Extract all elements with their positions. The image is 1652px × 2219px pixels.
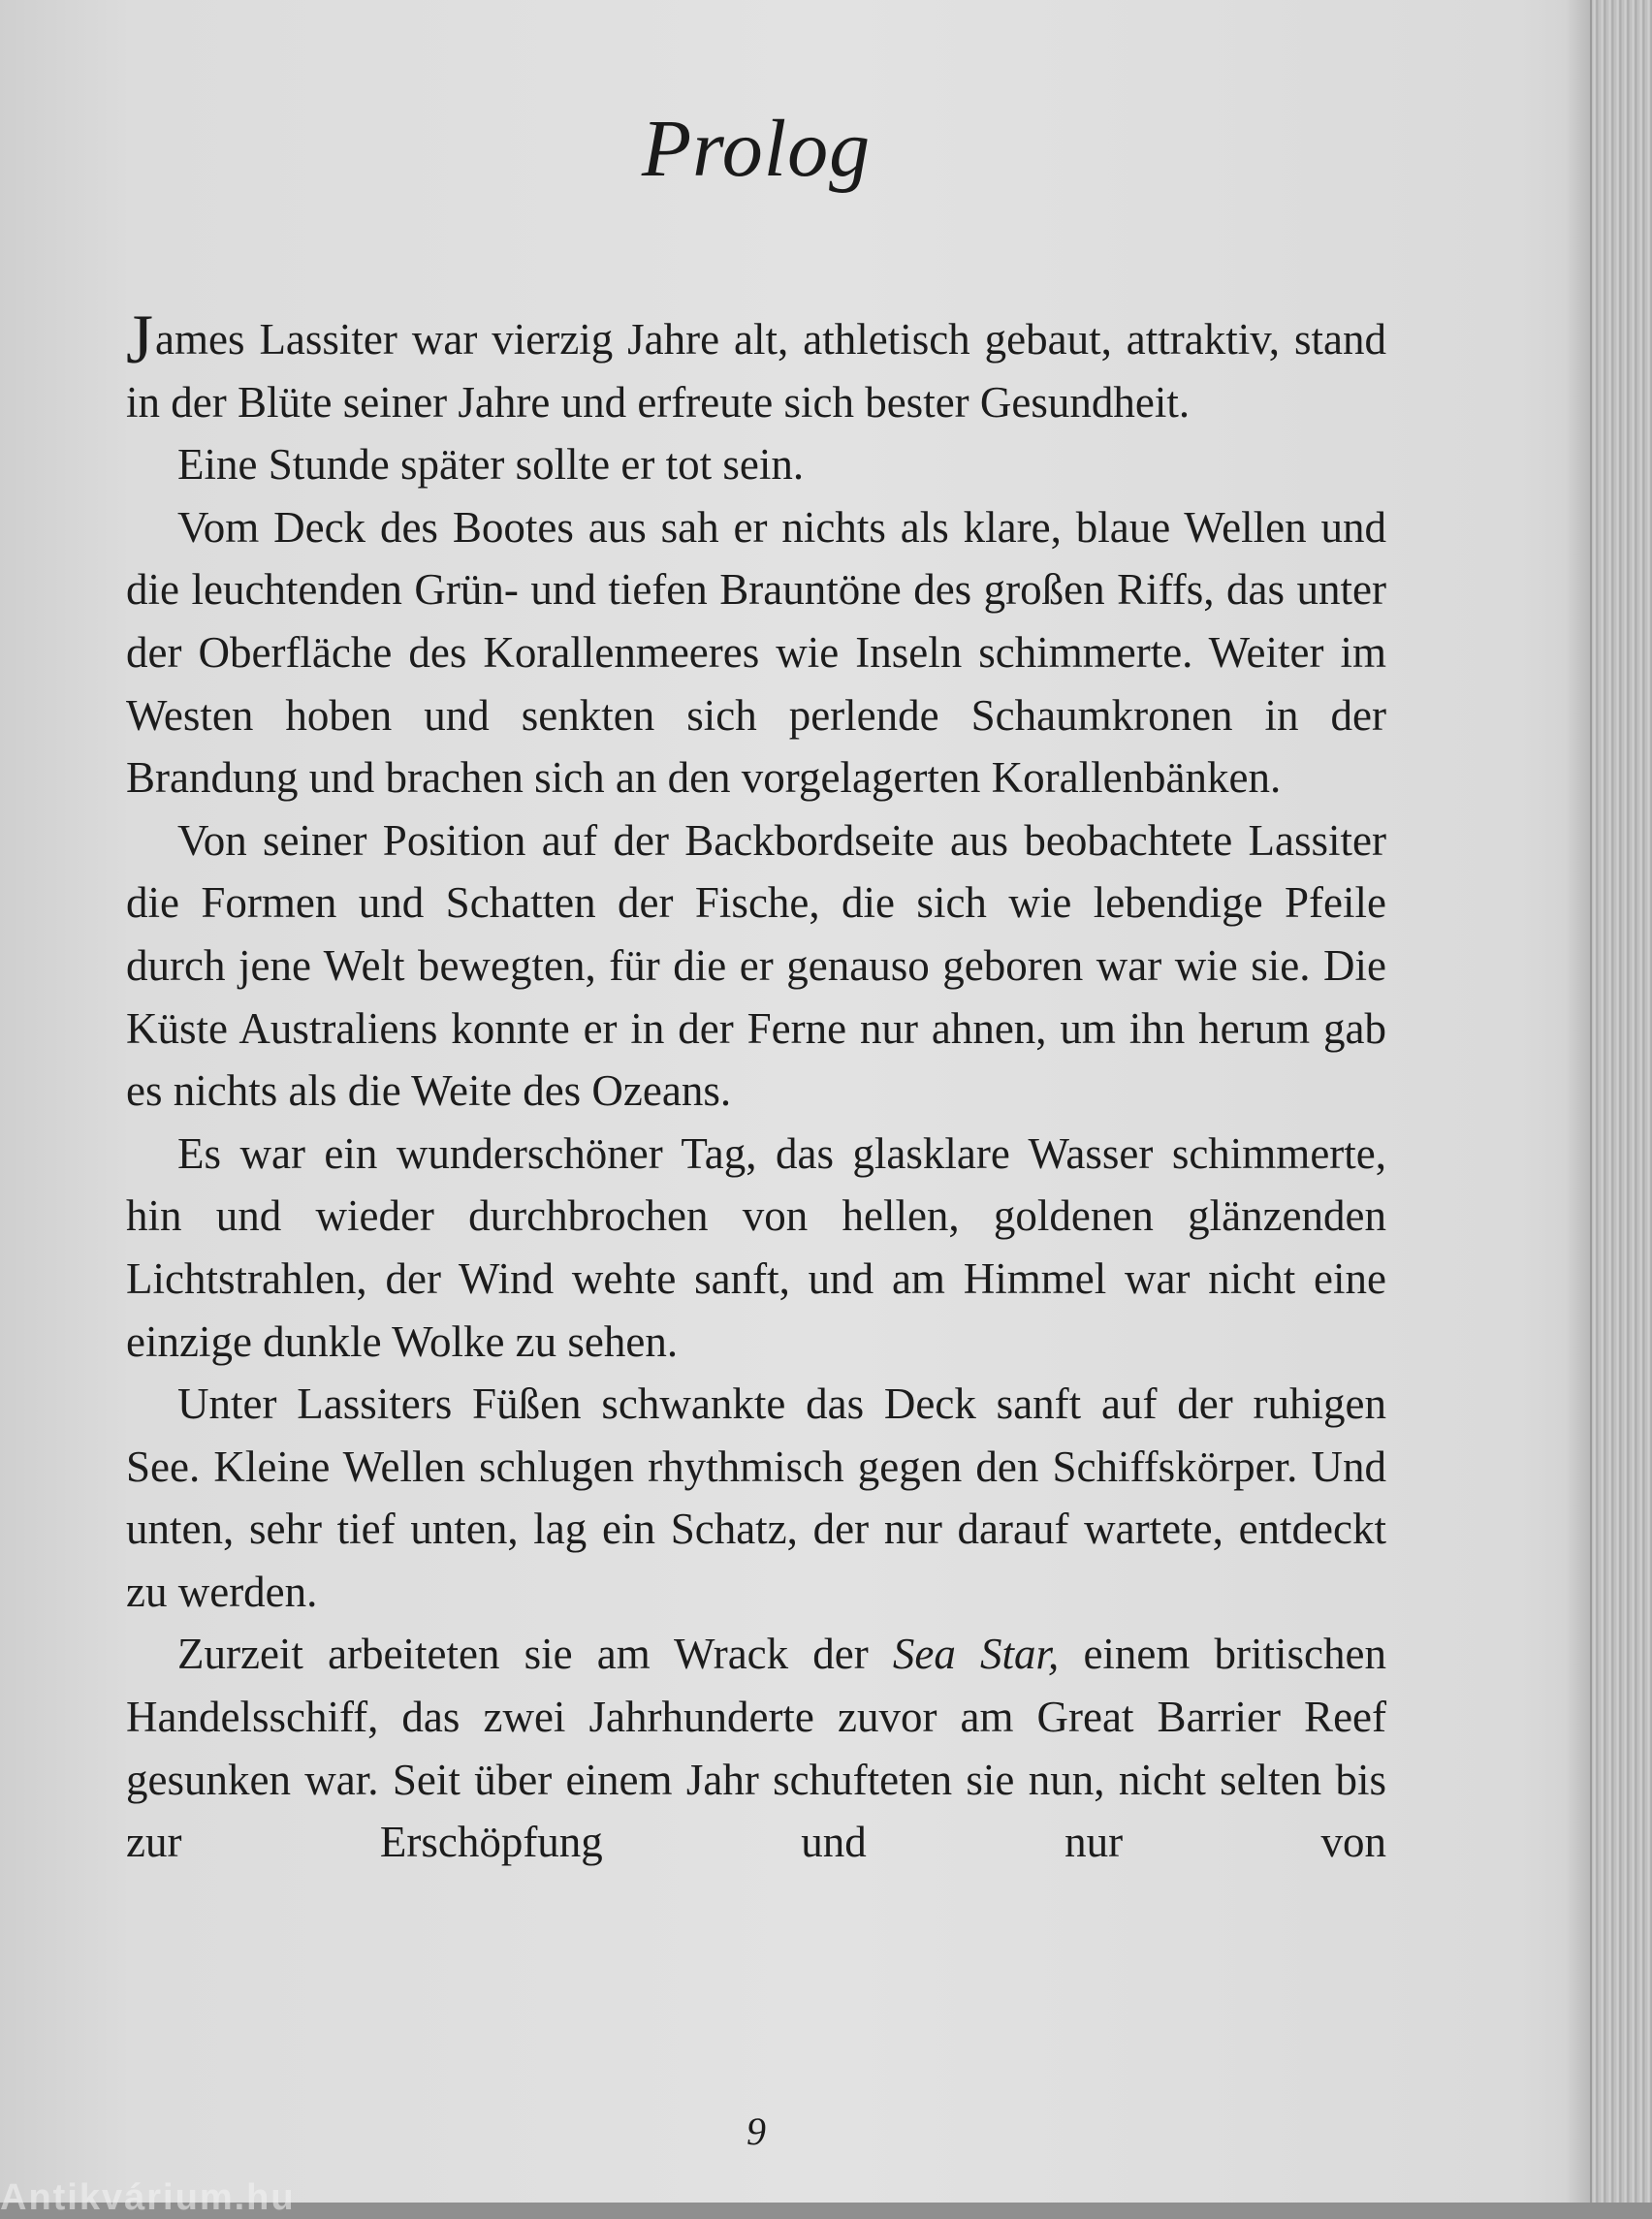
page-number: 9 bbox=[747, 2109, 766, 2153]
paragraph-4: Von seiner Position auf der Backbordseite aus beobachtete Lassiter die Formen und Schatten der Fische, die sich wie lebendige Pfeile durch jene Welt bewegten, für die er genauso geboren war wie sie. Die Küste Australiens konnte er in der Ferne nur ahnen, um ihn herum gab es nichts als die Weite des Ozeans. bbox=[126, 815, 1386, 1116]
ship-name: Sea Star, bbox=[892, 1630, 1060, 1679]
paragraph-1 bbox=[126, 300, 1386, 433]
gutter-shadow bbox=[1565, 0, 1592, 2203]
paragraph-7-start: Zurzeit arbeiteten sie am Wrack der bbox=[177, 1630, 893, 1679]
chapter-title: Prolog bbox=[641, 104, 872, 194]
page-edge-stack bbox=[1590, 0, 1652, 2203]
paragraph-7 bbox=[126, 1623, 1386, 1873]
paragraph-1-text: ames Lassiter war vierzig Jahre alt, athletisch gebaut, attraktiv, stand in der Blüte seiner Jahre und erfreute sich bester Gesundheit. bbox=[126, 315, 1386, 427]
initial-letter: J bbox=[126, 300, 154, 378]
watermark: Antikvárium.hu bbox=[0, 2177, 296, 2218]
body-text bbox=[126, 300, 1387, 1874]
paragraph-3: Vom Deck des Bootes aus sah er nichts als klare, blaue Wellen und die leuchtenden Grün- und tiefen Brauntöne des großen Riffs, das unter der Oberfläche des Korallenmeeres wie Inseln schimmerte. Weiter im Westen hoben und senkten sich perlende Schaumkronen in der Brandung und brachen sich an den vorgelagerten Korallenbänken. bbox=[126, 502, 1386, 803]
paragraph-2: Eine Stunde später sollte er tot sein. bbox=[177, 440, 805, 490]
paragraph-5: Es war ein wunderschöner Tag, das glasklare Wasser schimmerte, hin und wieder durchbrochen von hellen, goldenen glänzenden Lichtstrahlen, der Wind wehte sanft, und am Himmel war nicht eine einzige dunkle Wolke zu sehen. bbox=[126, 1128, 1386, 1366]
paragraph-6: Unter Lassiters Füßen schwankte das Deck sanft auf der ruhigen See. Kleine Wellen schlugen rhythmisch gegen den Schiffskörper. Und unten, sehr tief unten, lag ein Schatz, der nur darauf wartete, entdeckt zu werden. bbox=[126, 1379, 1386, 1616]
paragraph-7-end: einem britischen Handelsschiff, das zwei Jahrhunderte zuvor am Great Barrier Reef gesunken war. Seit über einem Jahr schufteten sie nun, nicht selten bis zur Erschöpfung und nur von bbox=[126, 1630, 1387, 1867]
